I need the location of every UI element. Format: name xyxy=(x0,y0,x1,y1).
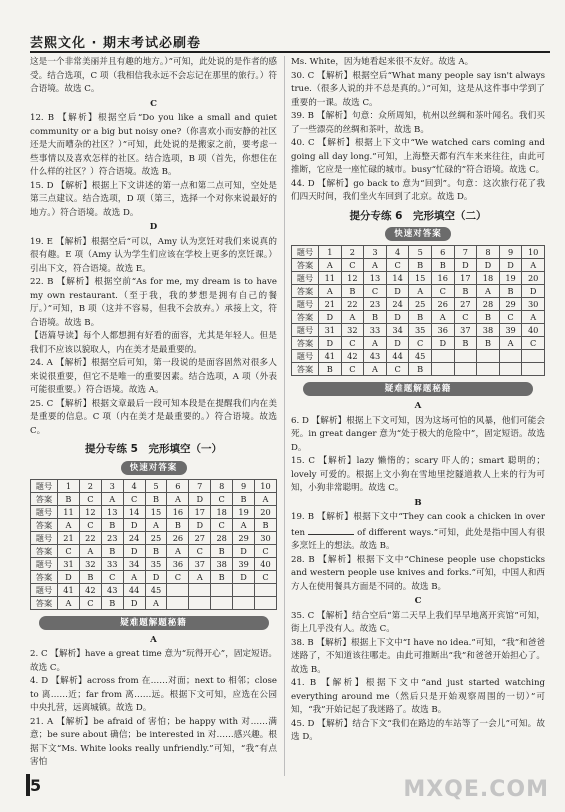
table-cell xyxy=(477,350,500,363)
table-cell: A xyxy=(319,259,342,272)
table-cell: 45 xyxy=(409,350,432,363)
answer-item xyxy=(291,511,545,554)
table-cell: 23 xyxy=(364,298,387,311)
section-title: 提分专练 5 完形填空（一） xyxy=(85,443,222,455)
analysis-banner: 疑难题解题秘籍 xyxy=(39,616,269,630)
table-cell: C xyxy=(522,337,545,350)
table-cell: 29 xyxy=(499,298,522,311)
table-cell: B xyxy=(499,285,522,298)
table-row xyxy=(292,259,545,272)
part-heading: B xyxy=(414,497,422,508)
table-cell: 27 xyxy=(454,298,477,311)
table-row xyxy=(292,285,545,298)
table-cell: 16 xyxy=(167,505,189,518)
table-cell: B xyxy=(79,570,101,583)
table-cell: 16 xyxy=(431,272,454,285)
table-cell: D xyxy=(431,337,454,350)
table-cell: C xyxy=(101,570,123,583)
table-cell: 9 xyxy=(233,479,255,492)
row-label: 答案 xyxy=(31,570,58,583)
table-cell: B xyxy=(431,259,454,272)
table-cell: D xyxy=(233,544,255,557)
answer-item: 15. C 【解析】lazy 懒惰的；scary 吓人的；smart 聪明的；lovely 可爱的。根据上文小狗在雪地里挖隧道救人上来的行为可知，小狗非常聪明。故选 C。 xyxy=(291,456,545,493)
table-cell: 8 xyxy=(477,246,500,259)
table-cell: 20 xyxy=(522,272,545,285)
table-cell: D xyxy=(189,492,211,505)
answer-item: 2. C 【解析】have a great time 意为“玩得开心”，固定短语。故选 C。 xyxy=(30,649,277,673)
table-cell: 44 xyxy=(123,583,145,596)
row-label: 答案 xyxy=(292,259,319,272)
header-rule xyxy=(30,51,550,53)
table-cell: 22 xyxy=(79,531,101,544)
table-cell: 18 xyxy=(477,272,500,285)
table-cell: 15 xyxy=(409,272,432,285)
table-cell: C xyxy=(123,492,145,505)
table-cell: B xyxy=(255,518,277,531)
table-cell: D xyxy=(123,544,145,557)
answer-item: 22. B 【解析】根据空前“As for me, my dream is to have my own restaurant.（至于我，我的梦想是拥有自己的餐厅。）”可知，B 项（这并不容易，但我不会放弃。）承接上文，符合语境。故选 B。 xyxy=(30,277,277,328)
table-cell: B xyxy=(409,363,432,376)
row-label: 题号 xyxy=(292,298,319,311)
table-row xyxy=(292,311,545,324)
table-cell: 39 xyxy=(499,324,522,337)
table-cell: 1 xyxy=(319,246,342,259)
table-cell: 2 xyxy=(79,479,101,492)
table-cell: B xyxy=(477,311,500,324)
table-cell: 38 xyxy=(477,324,500,337)
table-cell: D xyxy=(499,259,522,272)
table-cell xyxy=(167,596,189,609)
table-cell xyxy=(522,363,545,376)
table-cell: 14 xyxy=(386,272,409,285)
table-cell: 5 xyxy=(409,246,432,259)
row-label: 答案 xyxy=(292,311,319,324)
table-cell: A xyxy=(58,518,80,531)
table-cell: D xyxy=(386,311,409,324)
table-cell: 13 xyxy=(364,272,387,285)
table-cell: A xyxy=(58,596,80,609)
table-cell: A xyxy=(431,311,454,324)
table-cell: A xyxy=(101,492,123,505)
watermark: MXQE.COM xyxy=(403,777,549,802)
table-cell: 25 xyxy=(145,531,167,544)
answer-item: 12. B 【解析】根据空后“Do you like a small and quiet community or a big but noisy one?（你喜欢小而安静的社区还是大而嘈杂的社区？）”可知，此处说的是搬家之前，要考虑一些事情以及喜欢怎样的社区。结合选项，B 项（首先，你想住在什么样的社区？）符合语境。故选 B。 xyxy=(30,113,277,177)
answer-item: 40. C 【解析】根据上下文中“We watched cars coming and going all day long.”可知，上海整天都有汽车来来往往，由此可推断，它应是一座忙碌的城市。busy“忙碌的”符合语境。故选 C。 xyxy=(291,138,545,175)
table-cell xyxy=(233,596,255,609)
table-cell: 41 xyxy=(58,583,80,596)
table-cell: 2 xyxy=(341,246,364,259)
table-row xyxy=(31,557,277,570)
table-cell: 37 xyxy=(454,324,477,337)
table-cell: 23 xyxy=(101,531,123,544)
row-label: 题号 xyxy=(31,531,58,544)
row-label: 题号 xyxy=(292,246,319,259)
table-cell: 12 xyxy=(79,505,101,518)
table-cell: 21 xyxy=(58,531,80,544)
table-cell: A xyxy=(364,363,387,376)
table-cell: 17 xyxy=(189,505,211,518)
table-cell: C xyxy=(211,518,233,531)
answer-item: 15. D 【解析】根据上下文讲述的第一点和第二点可知，空处是第三点建议。结合选项，D 项（第三，选择一个对你来说最好的地方。）符合语境。故选 D。 xyxy=(30,180,277,218)
table-cell: B xyxy=(101,596,123,609)
table-cell: 43 xyxy=(364,350,387,363)
answer-item: 44. D 【解析】go back to 意为“回到”。句意：这次旅行花了我们四天时间，我们坐火车回到了北京。故选 D。 xyxy=(291,178,545,202)
table-row xyxy=(31,492,277,505)
table-cell: 28 xyxy=(211,531,233,544)
table-cell: 42 xyxy=(341,350,364,363)
table-cell: 26 xyxy=(431,298,454,311)
row-label: 题号 xyxy=(31,505,58,518)
table-cell: 4 xyxy=(123,479,145,492)
answer-item: 25. C 【解析】根据文章最后一段可知本段是在提醒我们内在美是重要的信息。C 项（内在美才是最重要的。）符合语境。故选 C。 xyxy=(30,398,277,436)
table-row xyxy=(31,505,277,518)
table-cell: C xyxy=(341,259,364,272)
table-cell: 9 xyxy=(499,246,522,259)
table-cell: B xyxy=(58,492,80,505)
table-cell: 35 xyxy=(145,557,167,570)
table-cell: A xyxy=(409,285,432,298)
row-label: 答案 xyxy=(31,596,58,609)
answer-item: 6. D 【解析】根据上下文可知，因为这场可怕的风暴，他们可能会死。in great danger 意为“处于极大的危险中”，固定短语。故选 D。 xyxy=(291,415,545,453)
table-cell: 33 xyxy=(364,324,387,337)
row-label: 题号 xyxy=(292,350,319,363)
table-cell: 30 xyxy=(255,531,277,544)
table-cell: B xyxy=(145,544,167,557)
row-label: 题号 xyxy=(31,583,58,596)
table-cell: A xyxy=(522,259,545,272)
table-cell: C xyxy=(386,259,409,272)
table-row xyxy=(292,272,545,285)
answer-item: 19. E 【解析】根据空后“可以，Amy 认为烹饪对我们来说真的很有趣。E 项（Amy 认为学生们应该在学校上更多的烹饪课。）引出下文，符合语境。故选 E。 xyxy=(30,236,277,274)
answer-text: 19. B 【解析】根据下文中“They can cook a chicken in over ten xyxy=(291,512,545,538)
table-cell: B xyxy=(233,492,255,505)
row-label: 答案 xyxy=(292,285,319,298)
table-cell: 3 xyxy=(101,479,123,492)
table-cell xyxy=(522,350,545,363)
table-cell: 31 xyxy=(58,557,80,570)
table-cell: B xyxy=(477,337,500,350)
table-cell: D xyxy=(477,259,500,272)
table-cell: B xyxy=(101,518,123,531)
table-cell: C xyxy=(386,363,409,376)
book-title: 芸熙文化 · 期末考试必刷卷 xyxy=(30,36,201,51)
table-row xyxy=(31,596,277,609)
table-cell xyxy=(211,583,233,596)
table-cell: B xyxy=(409,259,432,272)
table-cell: 19 xyxy=(499,272,522,285)
table-cell: 40 xyxy=(255,557,277,570)
table-cell: A xyxy=(167,492,189,505)
table-cell: C xyxy=(189,544,211,557)
answer-item: 38. B 【解析】根据上下文中“I have no idea.”可知，“我”和爸爸迷路了，不知道该往哪走。由此可推断出“我”和爸爸开始担心了。故选 B。 xyxy=(291,637,545,675)
table-cell: C xyxy=(341,337,364,350)
row-label: 答案 xyxy=(292,363,319,376)
table-cell xyxy=(189,583,211,596)
table-cell: A xyxy=(255,492,277,505)
answer-text: of different ways.”可知，此处是指中国人有很多烹饪上的想法。故选 B。 xyxy=(291,527,545,551)
table-row xyxy=(31,544,277,557)
table-cell: B xyxy=(454,285,477,298)
table-cell: D xyxy=(319,311,342,324)
table-row xyxy=(31,479,277,492)
answer-item: 45. D 【解析】结合下文“我们在路边的车站等了一会儿”可知。故选 D。 xyxy=(291,718,545,742)
table-cell: 32 xyxy=(79,557,101,570)
table-row xyxy=(292,363,545,376)
table-cell: 31 xyxy=(319,324,342,337)
table-cell xyxy=(499,350,522,363)
table-cell: D xyxy=(189,518,211,531)
table-cell: D xyxy=(319,337,342,350)
table-cell xyxy=(255,596,277,609)
table-cell: 26 xyxy=(167,531,189,544)
table-cell: 10 xyxy=(522,246,545,259)
table-cell: B xyxy=(454,337,477,350)
table-cell: 41 xyxy=(319,350,342,363)
table-cell: 24 xyxy=(386,298,409,311)
table-cell: D xyxy=(123,596,145,609)
answer-item: 4. D 【解析】across from 在……对面；next to 相邻；close to 离……近；far from 离……远。根据下文可知，应选在公园中央扎营，远离城镇。故选 D。 xyxy=(30,676,277,713)
answer-item: 24. A 【解析】根据空后可知，第一段说的是面容固然对很多人来说很重要，但它不是唯一的重要因素。结合选项，A 项（外表可能很重要。）符合语境。故选 A。 xyxy=(30,358,277,395)
table-cell: 1 xyxy=(58,479,80,492)
table-cell: A xyxy=(499,337,522,350)
table-cell: C xyxy=(454,311,477,324)
table-cell: D xyxy=(522,285,545,298)
table-cell: C xyxy=(255,570,277,583)
table-cell: 43 xyxy=(101,583,123,596)
table-row xyxy=(292,350,545,363)
table-cell xyxy=(233,583,255,596)
table-cell xyxy=(454,363,477,376)
fill-blank xyxy=(308,525,354,535)
table-cell: C xyxy=(364,285,387,298)
table-cell: B xyxy=(341,285,364,298)
table-cell: 10 xyxy=(255,479,277,492)
table-cell: 40 xyxy=(522,324,545,337)
row-label: 题号 xyxy=(31,479,58,492)
table-cell: 17 xyxy=(454,272,477,285)
table-cell: D xyxy=(386,337,409,350)
part-heading: C xyxy=(414,596,422,606)
table-cell: A xyxy=(364,337,387,350)
table-cell: D xyxy=(58,570,80,583)
table-cell: A xyxy=(477,285,500,298)
table-cell: A xyxy=(319,285,342,298)
table-cell: 37 xyxy=(189,557,211,570)
table-cell: 27 xyxy=(189,531,211,544)
table-cell: 42 xyxy=(79,583,101,596)
table-cell: 29 xyxy=(233,531,255,544)
table-cell: B xyxy=(409,311,432,324)
column-divider xyxy=(284,56,285,776)
table-cell xyxy=(431,363,454,376)
table-cell: 44 xyxy=(386,350,409,363)
table-cell: 36 xyxy=(431,324,454,337)
table-cell: 7 xyxy=(189,479,211,492)
table-cell: A xyxy=(123,570,145,583)
table-cell: 4 xyxy=(386,246,409,259)
table-cell xyxy=(167,583,189,596)
answer-table xyxy=(30,479,277,610)
answer-item: Ms. White，因为她看起来很不友好。故选 A。 xyxy=(291,57,474,67)
table-cell: 21 xyxy=(319,298,342,311)
table-cell xyxy=(431,350,454,363)
table-cell: 22 xyxy=(341,298,364,311)
table-cell: D xyxy=(145,570,167,583)
answers-banner: 快速对答案 xyxy=(385,227,451,241)
table-row xyxy=(292,246,545,259)
answer-item: 39. B 【解析】句意：众所周知，杭州以丝绸和茶叶闻名。我们买了一些漂亮的丝绸和茶叶，故选 B。 xyxy=(291,111,545,135)
table-cell: B xyxy=(211,570,233,583)
table-row xyxy=(31,570,277,583)
table-cell: D xyxy=(233,570,255,583)
table-cell: D xyxy=(123,518,145,531)
table-cell xyxy=(454,350,477,363)
table-cell: 7 xyxy=(454,246,477,259)
table-cell xyxy=(499,363,522,376)
table-cell: C xyxy=(58,544,80,557)
row-label: 题号 xyxy=(292,272,319,285)
table-cell: 8 xyxy=(211,479,233,492)
table-cell: C xyxy=(79,492,101,505)
answer-table xyxy=(291,245,545,376)
table-cell: 20 xyxy=(255,505,277,518)
table-cell: A xyxy=(167,544,189,557)
row-label: 答案 xyxy=(292,337,319,350)
table-cell: A xyxy=(522,311,545,324)
page-header xyxy=(30,30,550,52)
table-cell: 25 xyxy=(409,298,432,311)
row-label: 答案 xyxy=(31,544,58,557)
table-cell: B xyxy=(167,518,189,531)
answer-item: 30. C 【解析】根据空后“What many people say isn't always true.（很多人说的并不总是真的。）”可知，这是从这件事中学到了重要的一课。故选 C。 xyxy=(291,70,545,108)
part-heading: D xyxy=(149,222,158,232)
part-heading: A xyxy=(414,401,422,411)
table-cell: 38 xyxy=(211,557,233,570)
table-cell: D xyxy=(386,285,409,298)
answer-item: 21. A 【解析】be afraid of 害怕；be happy with 对……满意；be sure about 确信；be interested in 对……感兴趣。根据下文“Ms. White looks really unfriendly.”可知，“我”有点害怕 xyxy=(30,716,277,767)
table-cell: 24 xyxy=(123,531,145,544)
table-cell: C xyxy=(431,285,454,298)
table-cell: 32 xyxy=(341,324,364,337)
table-cell: 6 xyxy=(431,246,454,259)
answer-item: 41. B 【解析】根据下文中“and just started watching everything around me（然后只是开始观察周围的一切）”可知，“我”开始记起了我迷路了。故选 B。 xyxy=(291,678,545,715)
part-heading: A xyxy=(150,634,157,645)
answer-item: 28. B 【解析】根据下文中“Chinese people use chopsticks and western people use knives and forks.”可知，中国人和西方人在使用餐具方面是不同的。故选 B。 xyxy=(291,554,545,592)
table-cell: 11 xyxy=(58,505,80,518)
table-cell xyxy=(211,596,233,609)
table-cell: A xyxy=(145,596,167,609)
table-cell: 6 xyxy=(167,479,189,492)
row-label: 答案 xyxy=(31,492,58,505)
table-row xyxy=(31,583,277,596)
table-row xyxy=(31,518,277,531)
table-cell: 5 xyxy=(145,479,167,492)
table-cell: 34 xyxy=(123,557,145,570)
text-guide: 【语篇导读】每个人都想拥有好看的面容，尤其是年轻人。但是我们不应该以貌取人，内在美才是最重要的。 xyxy=(30,331,277,355)
table-cell: 11 xyxy=(319,272,342,285)
paragraph: 这是一个非常美丽并且有趣的地方。）”可知，此处说的是作者的感受。结合选项，C 项（我相信我永远不会忘记在那里的旅行。）符合语境。故选 C。 xyxy=(30,57,277,94)
table-cell: C xyxy=(211,492,233,505)
table-row xyxy=(292,298,545,311)
table-cell xyxy=(477,363,500,376)
table-cell: B xyxy=(145,492,167,505)
table-cell: 12 xyxy=(341,272,364,285)
table-cell: 45 xyxy=(145,583,167,596)
table-cell: C xyxy=(79,596,101,609)
table-cell: C xyxy=(499,311,522,324)
table-cell: 28 xyxy=(477,298,500,311)
table-cell xyxy=(255,583,277,596)
table-cell: 14 xyxy=(123,505,145,518)
table-cell: 18 xyxy=(211,505,233,518)
table-cell: C xyxy=(167,570,189,583)
table-cell: 13 xyxy=(101,505,123,518)
table-cell: C xyxy=(79,518,101,531)
table-cell: A xyxy=(233,518,255,531)
table-cell: A xyxy=(189,570,211,583)
table-cell: 33 xyxy=(101,557,123,570)
table-row xyxy=(292,337,545,350)
table-cell xyxy=(189,596,211,609)
table-cell: A xyxy=(145,518,167,531)
table-cell: B xyxy=(319,363,342,376)
table-cell: B xyxy=(101,544,123,557)
table-row xyxy=(31,531,277,544)
answer-item: 35. C 【解析】结合空后“第二天早上我们早早地离开宾馆”可知，街上几乎没有人。故选 C。 xyxy=(291,610,545,634)
analysis-banner: 疑难题解题秘籍 xyxy=(303,382,533,396)
table-cell: D xyxy=(454,259,477,272)
row-label: 答案 xyxy=(31,518,58,531)
table-cell: 39 xyxy=(233,557,255,570)
table-cell: 34 xyxy=(386,324,409,337)
table-cell: C xyxy=(255,544,277,557)
table-cell: 36 xyxy=(167,557,189,570)
table-cell: 35 xyxy=(409,324,432,337)
answers-banner: 快速对答案 xyxy=(121,461,187,475)
table-cell: C xyxy=(341,363,364,376)
right-column xyxy=(291,56,545,776)
table-cell: A xyxy=(364,259,387,272)
table-cell: A xyxy=(79,544,101,557)
table-cell: 15 xyxy=(145,505,167,518)
left-column xyxy=(30,56,277,776)
table-cell: A xyxy=(341,311,364,324)
row-label: 题号 xyxy=(292,324,319,337)
table-cell: B xyxy=(211,544,233,557)
page-number: 5 xyxy=(30,776,42,795)
table-cell: C xyxy=(409,337,432,350)
table-cell: 3 xyxy=(364,246,387,259)
row-label: 题号 xyxy=(31,557,58,570)
table-cell: B xyxy=(364,311,387,324)
table-cell: 30 xyxy=(522,298,545,311)
section-title: 提分专练 6 完形填空（二） xyxy=(349,209,487,222)
part-heading: C xyxy=(150,98,157,109)
table-row xyxy=(292,324,545,337)
table-cell: 19 xyxy=(233,505,255,518)
